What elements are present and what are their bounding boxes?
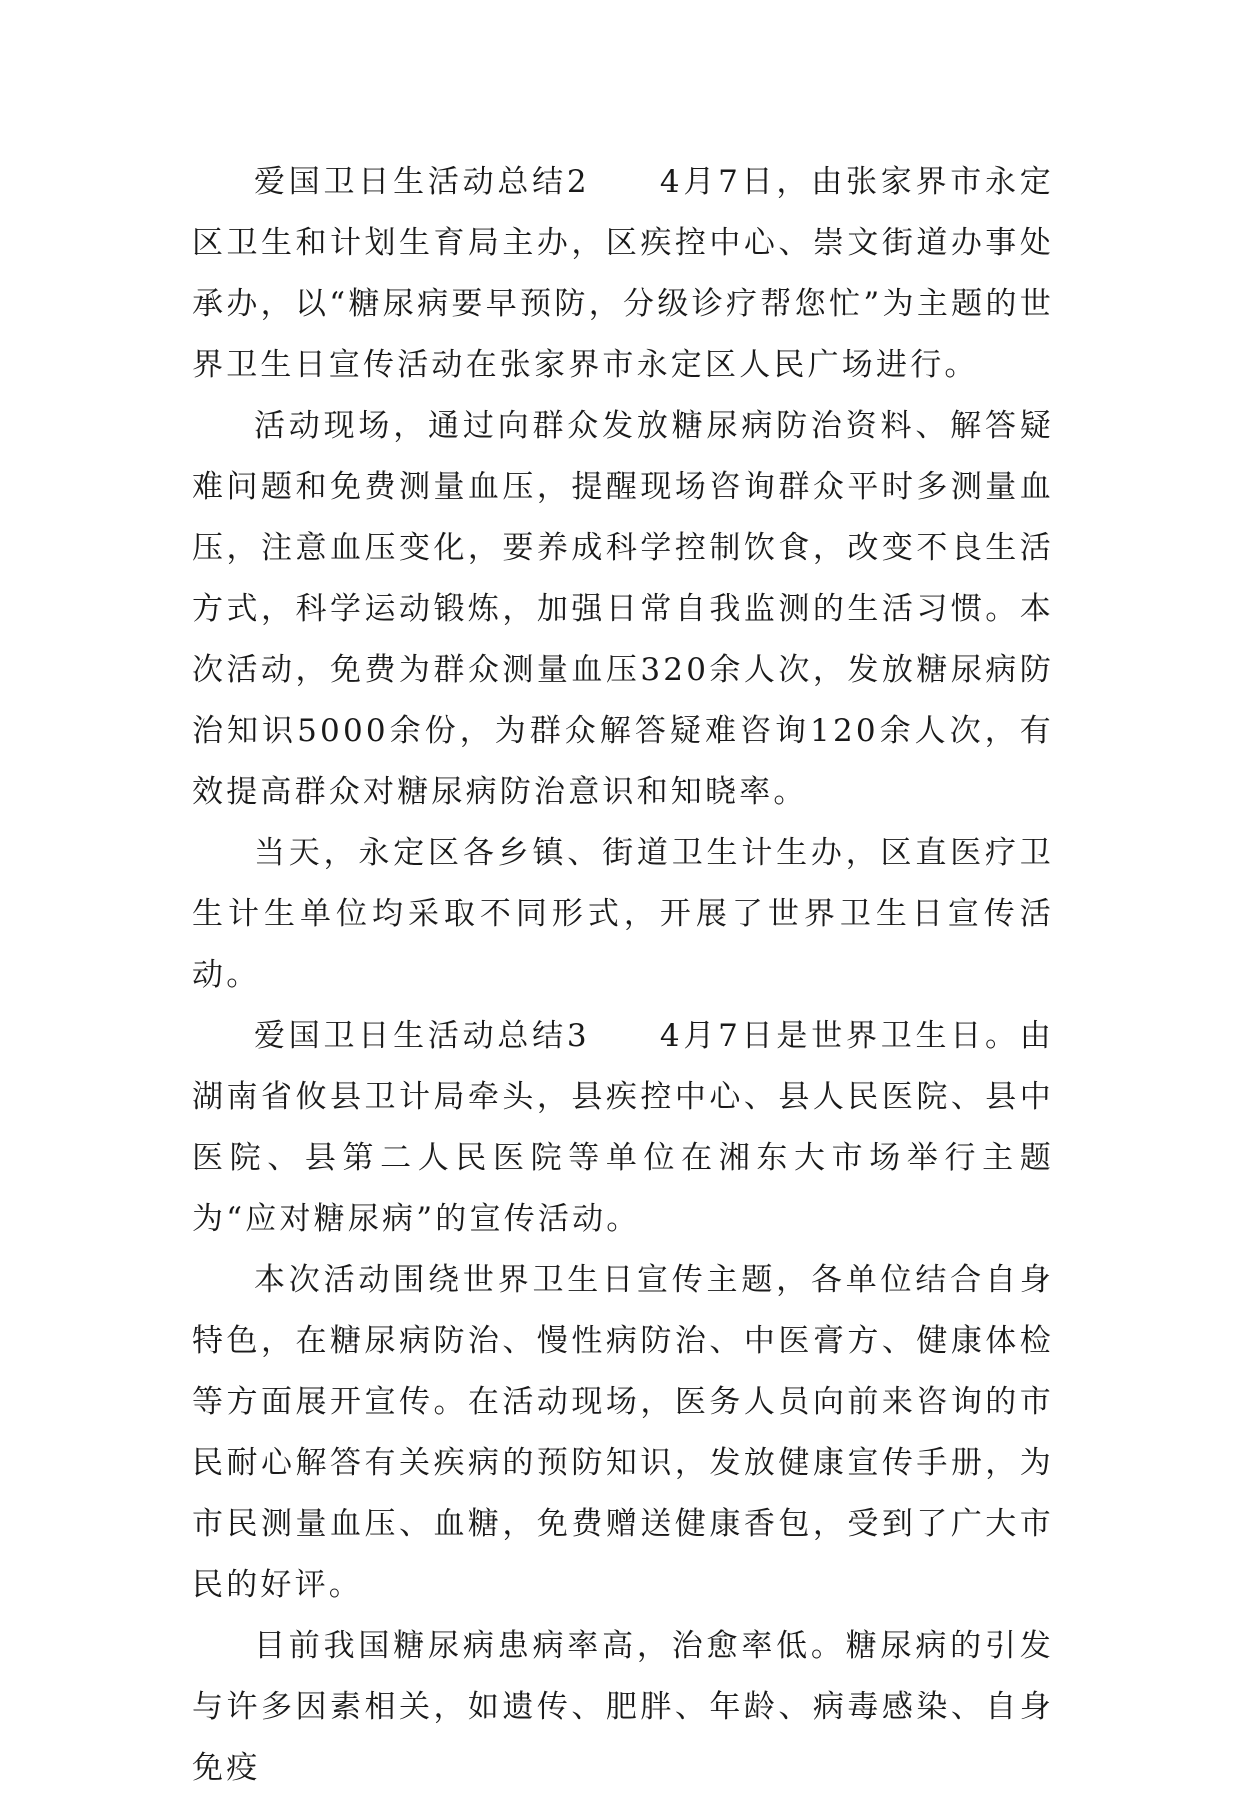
paragraph-diabetes-status: 目前我国糖尿病患病率高，治愈率低。糖尿病的引发与许多因素相关，如遗传、肥胖、年龄、病毒感染、自身免疫 xyxy=(192,1628,1054,1786)
document-body xyxy=(192,152,1054,1799)
paragraph-summary-2-intro: 爱国卫日生活动总结2 4月7日，由张家界市永定区卫生和计划生育局主办，区疾控中心、崇文街道办事处承办，以“糖尿病要早预防，分级诊疗帮您忙”为主题的世界卫生日宣传活动在张家界市永定区人民广场进行。 xyxy=(192,164,1054,383)
paragraph-activity-theme: 本次活动围绕世界卫生日宣传主题，各单位结合自身特色，在糖尿病防治、慢性病防治、中医膏方、健康体检等方面展开宣传。在活动现场，医务人员向前来咨询的市民耐心解答有关疾病的预防知识，发放健康宣传手册，为市民测量血压、血糖，免费赠送健康香包，受到了广大市民的好评。 xyxy=(192,1262,1054,1603)
paragraph-activity-scene: 活动现场，通过向群众发放糖尿病防治资料、解答疑难问题和免费测量血压，提醒现场咨询群众平时多测量血压，注意血压变化，要养成科学控制饮食，改变不良生活方式，科学运动锻炼，加强日常自我监测的生活习惯。本次活动，免费为群众测量血压320余人次，发放糖尿病防治知识5000余份，为群众解答疑难咨询120余人次，有效提高群众对糖尿病防治意识和知晓率。 xyxy=(192,408,1054,810)
paragraph-same-day: 当天，永定区各乡镇、街道卫生计生办，区直医疗卫生计生单位均采取不同形式，开展了世界卫生日宣传活动。 xyxy=(192,835,1054,993)
paragraph-summary-3-intro: 爱国卫日生活动总结3 4月7日是世界卫生日。由湖南省攸县卫计局牵头，县疾控中心、县人民医院、县中医院、县第二人民医院等单位在湘东大市场举行主题为“应对糖尿病”的宣传活动。 xyxy=(192,1018,1054,1237)
